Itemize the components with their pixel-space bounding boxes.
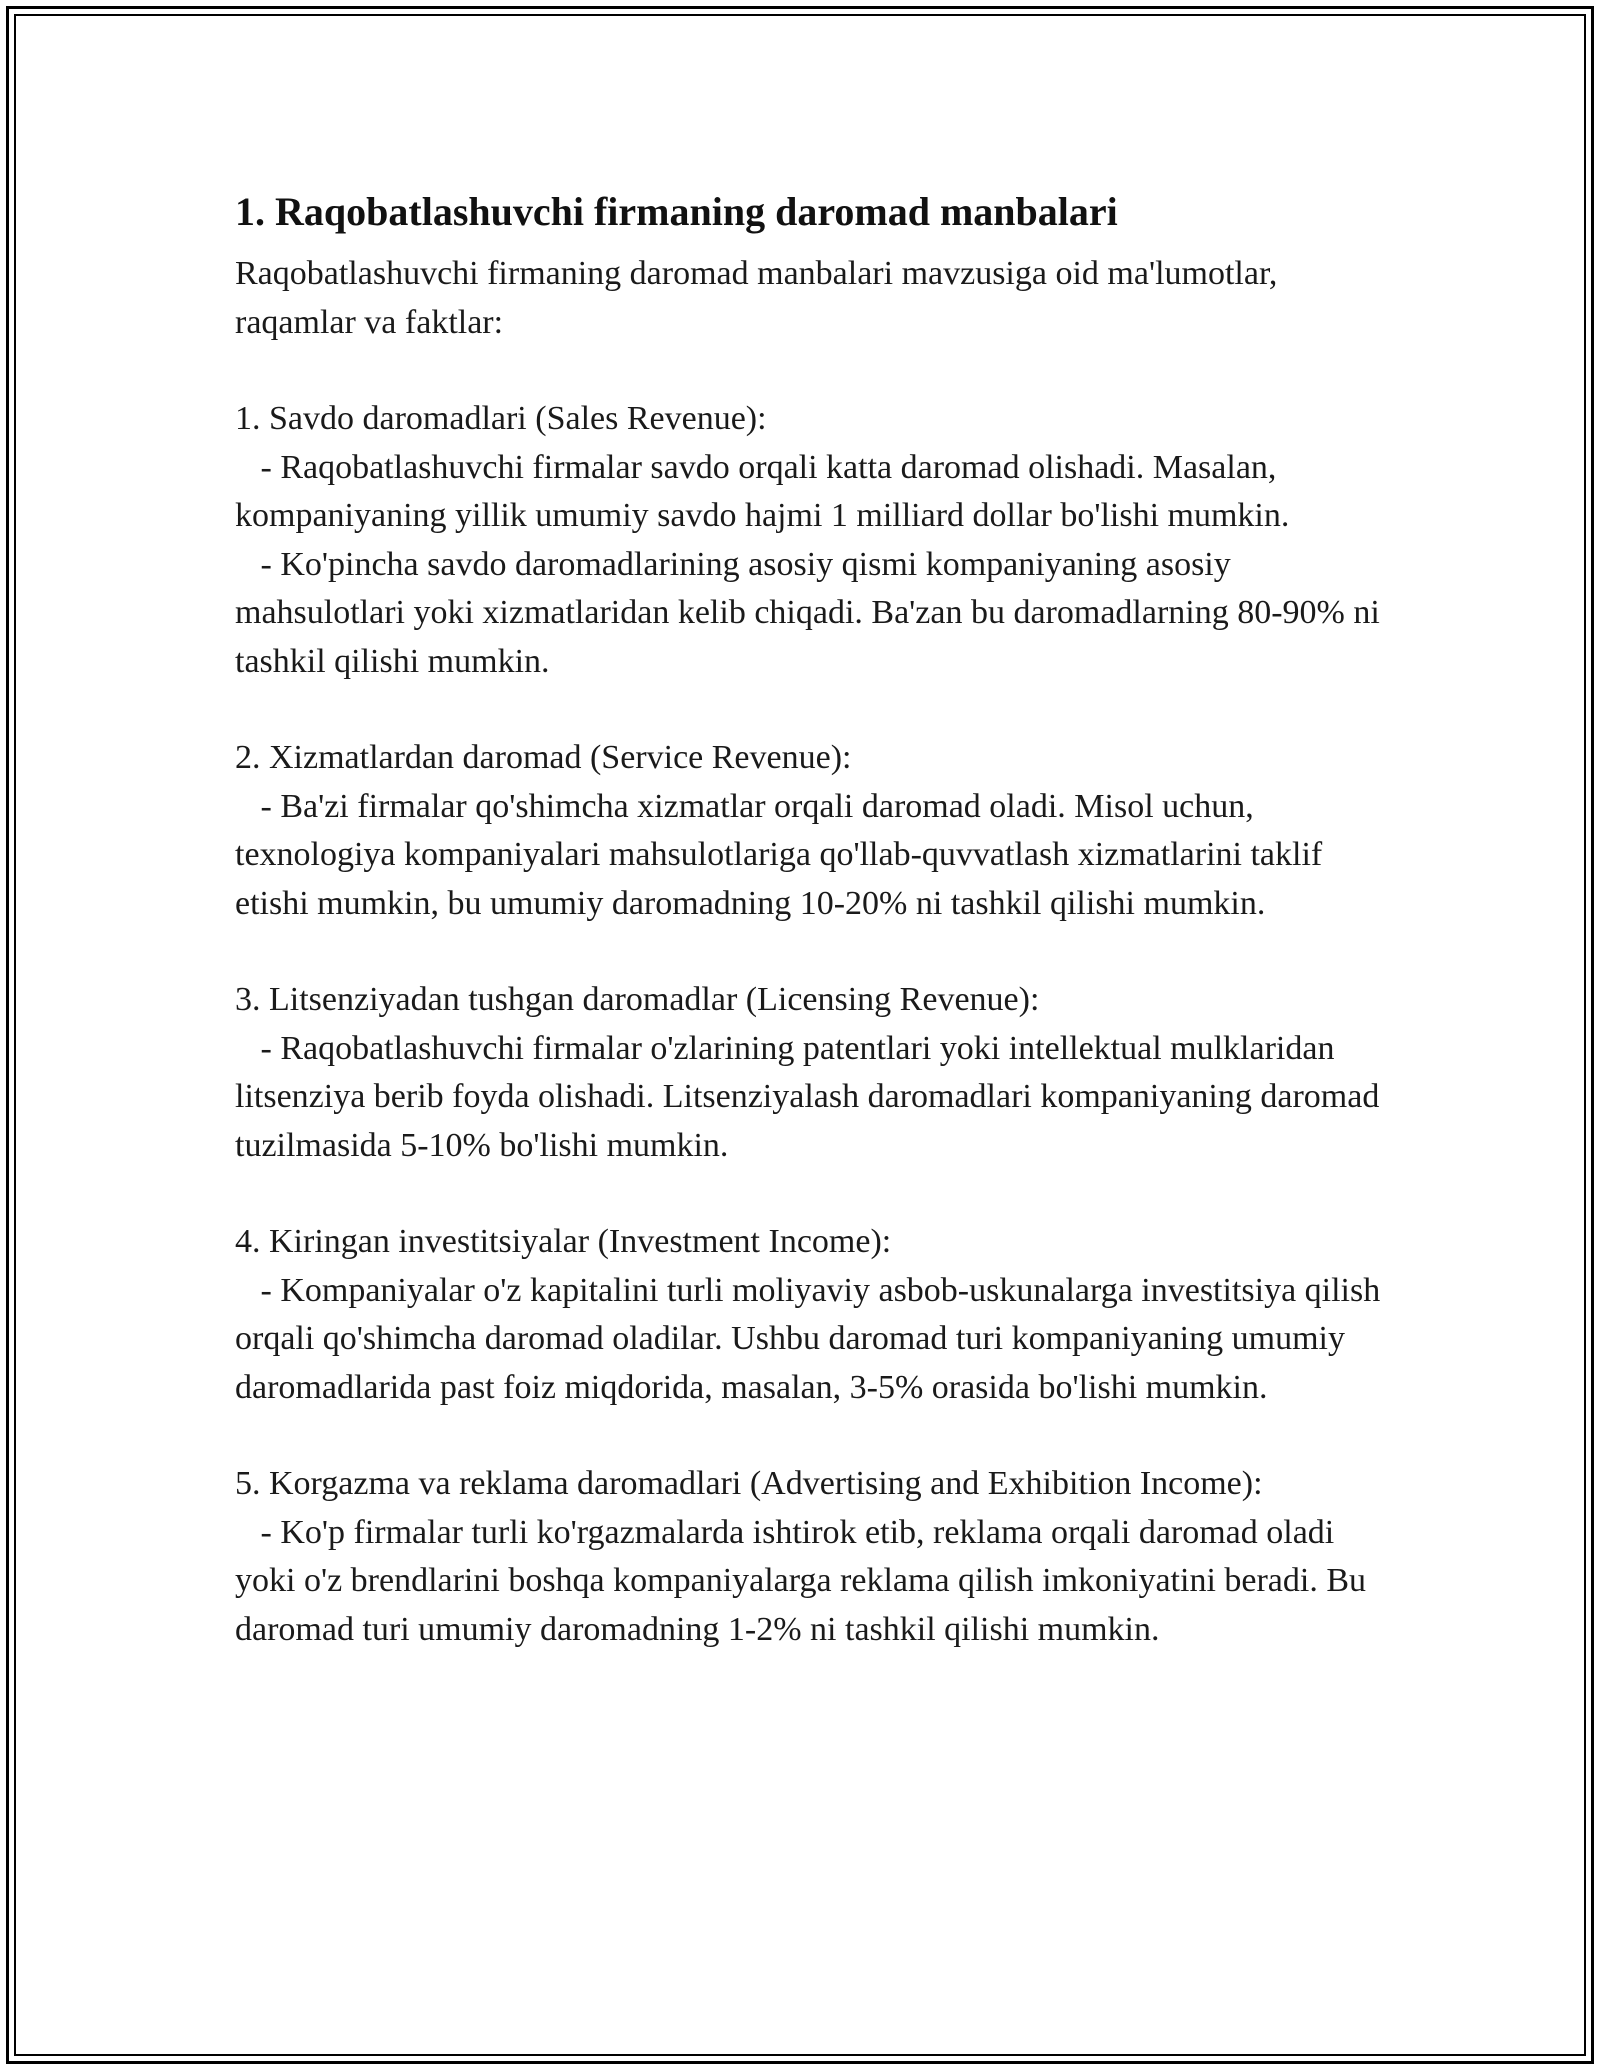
section-service-revenue	[235, 734, 1385, 928]
document-body	[235, 186, 1389, 1702]
section-heading: 5. Korgazma va reklama daromadlari (Advertising and Exhibition Income):	[235, 1465, 1263, 1502]
section-bullet: - Ko'pincha savdo daromadlarining asosiy qismi kompaniyaning asosiy mahsulotlari yoki xizmatlaridan kelib chiqadi. Ba'zan bu daromadlarning 80-90% ni tashkil qilishi mumkin.	[235, 545, 1389, 680]
document-title: 1. Raqobatlashuvchi firmaning daromad manbalari	[235, 189, 1118, 234]
section-licensing-revenue	[235, 976, 1388, 1170]
section-advertising-income	[235, 1460, 1385, 1654]
section-bullet: - Raqobatlashuvchi firmalar savdo orqali katta daromad olishadi. Masalan, kompaniyaning yillik umumiy savdo hajmi 1 milliard dollar bo'lishi mumkin.	[235, 448, 1290, 534]
section-bullet: - Kompaniyalar o'z kapitalini turli moliyaviy asbob-uskunalarga investitsiya qilish orqali qo'shimcha daromad oladilar. Ushbu daromad turi kompaniyaning umumiy daromadlarida past foiz miqdorida, masalan, 3-5% orasida bo'lishi mumkin.	[235, 1271, 1389, 1406]
section-investment-income	[235, 1218, 1389, 1412]
section-heading: 2. Xizmatlardan daromad (Service Revenue):	[235, 739, 852, 776]
section-bullet: - Ba'zi firmalar qo'shimcha xizmatlar orqali daromad oladi. Misol uchun, texnologiya kompaniyalari mahsulotlariga qo'llab-quvvatlash xizmatlarini taklif etishi mumkin, bu umumiy daromadning 10-20% ni tashkil qilishi mumkin.	[235, 787, 1331, 922]
section-heading: 3. Litsenziyadan tushgan daromadlar (Licensing Revenue):	[235, 981, 1040, 1018]
section-sales-revenue	[235, 395, 1389, 686]
section-heading: 1. Savdo daromadlari (Sales Revenue):	[235, 400, 767, 437]
section-heading: 4. Kiringan investitsiyalar (Investment Income):	[235, 1223, 892, 1260]
section-bullet: - Raqobatlashuvchi firmalar o'zlarining patentlari yoki intellektual mulklaridan litsenziya berib foyda olishadi. Litsenziyalash daromadlari kompaniyaning daromad tuzilmasida 5-10% bo'lishi mumkin.	[235, 1029, 1388, 1164]
intro-paragraph: Raqobatlashuvchi firmaning daromad manbalari mavzusiga oid ma'lumotlar, raqamlar va faktlar:	[235, 255, 1278, 341]
section-bullet: - Ko'p firmalar turli ko'rgazmalarda ishtirok etib, reklama orqali daromad oladi yoki o'z brendlarini boshqa kompaniyalarga reklama qilish imkoniyatini beradi. Bu daromad turi umumiy daromadning 1-2% ni tashkil qilishi mumkin.	[235, 1513, 1375, 1648]
